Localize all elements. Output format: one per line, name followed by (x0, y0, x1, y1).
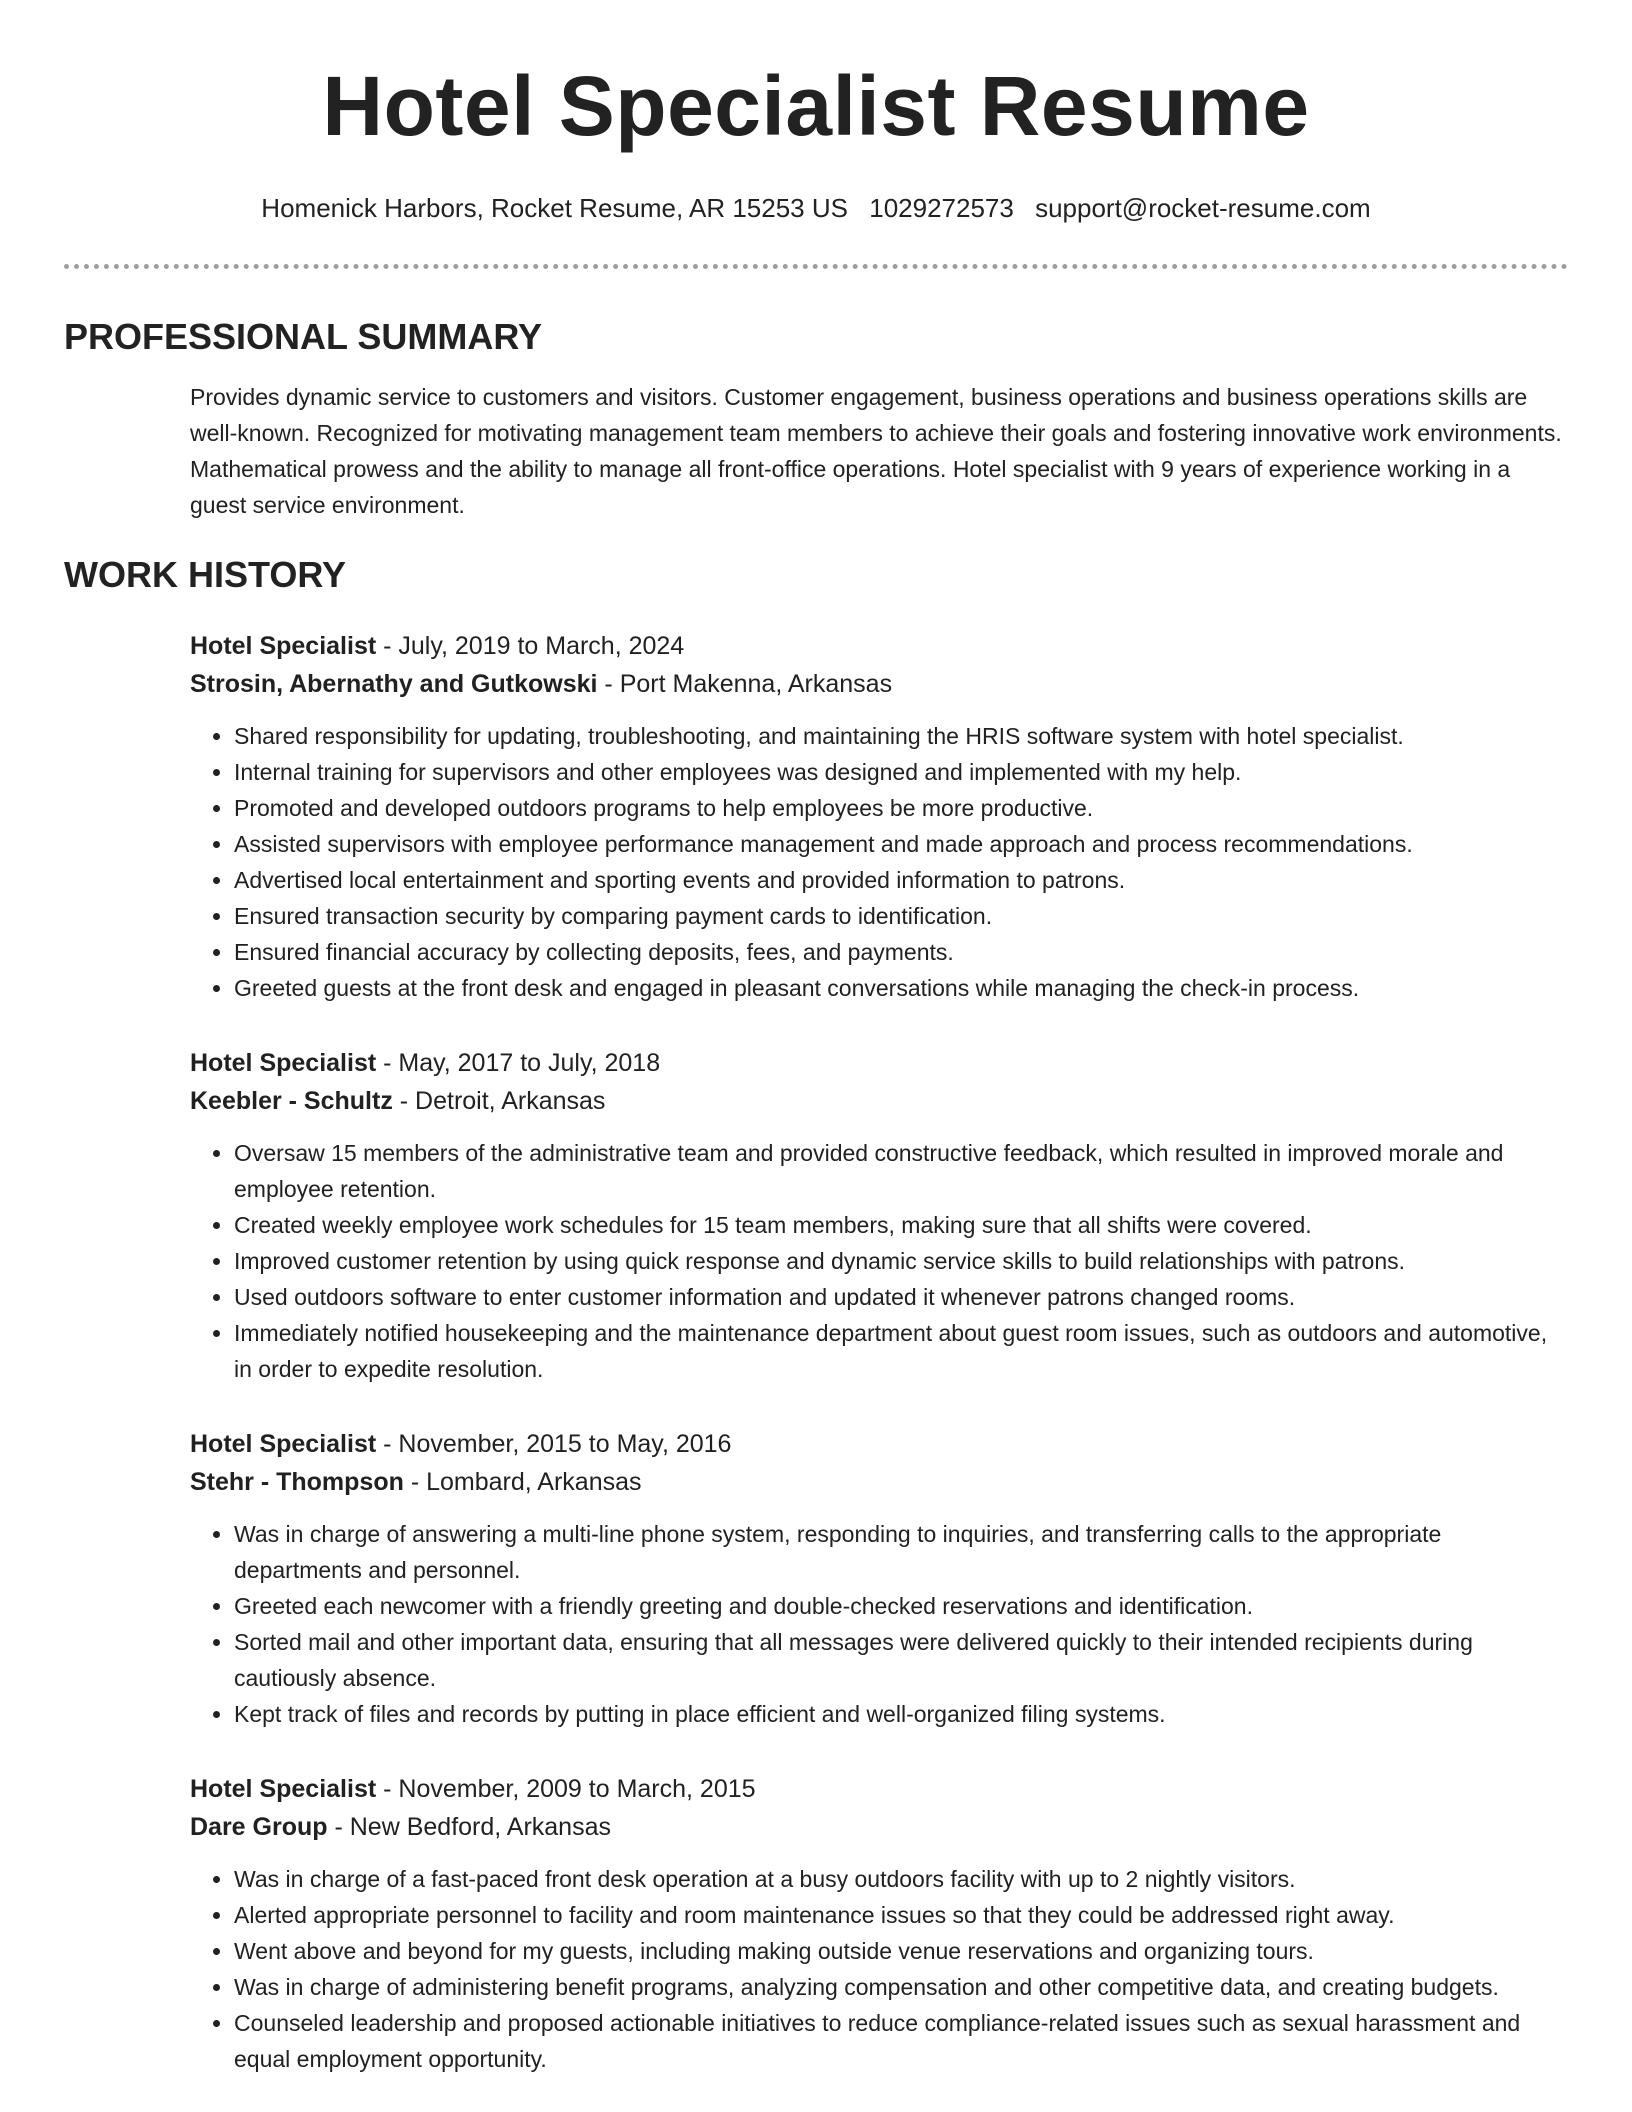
job-bullet: • Used outdoors software to enter customer information and updated it whenever patrons changed rooms. (234, 1279, 1568, 1315)
job-location: - Detroit, Arkansas (392, 1087, 606, 1115)
job-bullet: • Created weekly employee work schedules for 15 team members, making sure that all shifts were covered. (234, 1207, 1568, 1243)
job-bullet: • Greeted guests at the front desk and engaged in pleasant conversations while managing the check-in process. (234, 970, 1568, 1006)
job-dates: - May, 2017 to July, 2018 (376, 1049, 661, 1077)
job-bullets (190, 1516, 1568, 1732)
job-entry (190, 1044, 1568, 1387)
job-entry (190, 627, 1568, 1006)
contact-phone: 1029272573 (869, 193, 1014, 223)
job-company-line (190, 1463, 1568, 1501)
job-entry (190, 1425, 1568, 1732)
job-company: Strosin, Abernathy and Gutkowski (190, 670, 598, 698)
job-title-line (190, 1770, 1568, 1808)
job-title-line (190, 627, 1568, 665)
job-bullet: • Internal training for supervisors and other employees was designed and implemented with my help. (234, 754, 1568, 790)
job-bullet: • Sorted mail and other important data, ensuring that all messages were delivered quickly to their intended recipients during cautiously absence. (234, 1624, 1568, 1696)
job-title: Hotel Specialist (190, 1049, 377, 1077)
job-location: - Port Makenna, Arkansas (597, 670, 893, 698)
job-title: Hotel Specialist (190, 1775, 377, 1803)
job-dates: - July, 2019 to March, 2024 (376, 632, 685, 660)
job-title: Hotel Specialist (190, 632, 377, 660)
job-bullet: • Counseled leadership and proposed actionable initiatives to reduce compliance-related issues such as sexual harassment and equal employment opportunity. (234, 2005, 1568, 2077)
section-heading-work-history: WORK HISTORY (64, 554, 347, 595)
job-location: - Lombard, Arkansas (403, 1468, 642, 1496)
job-title: Hotel Specialist (190, 1430, 377, 1458)
job-company: Stehr - Thompson (190, 1468, 404, 1496)
job-bullet: • Advertised local entertainment and sporting events and provided information to patrons. (234, 862, 1568, 898)
header-divider (64, 264, 1568, 269)
job-bullet: • Improved customer retention by using quick response and dynamic service skills to build relationships with patrons. (234, 1243, 1568, 1279)
job-bullet: • Immediately notified housekeeping and the maintenance department about guest room issues, such as outdoors and automotive, in order to expedite resolution. (234, 1315, 1568, 1387)
job-entry (190, 1770, 1568, 2077)
job-bullet: • Kept track of files and records by putting in place efficient and well-organized filing systems. (234, 1696, 1568, 1732)
job-company-line (190, 1082, 1568, 1120)
contact-line (64, 190, 1568, 226)
section-heading-summary: PROFESSIONAL SUMMARY (64, 316, 543, 357)
job-bullets (190, 718, 1568, 1006)
job-company: Dare Group (190, 1813, 328, 1841)
job-dates: - November, 2015 to May, 2016 (376, 1430, 732, 1458)
contact-address: Homenick Harbors, Rocket Resume, AR 15253 US (261, 193, 848, 223)
job-bullet: • Promoted and developed outdoors programs to help employees be more productive. (234, 790, 1568, 826)
job-bullet: • Oversaw 15 members of the administrative team and provided constructive feedback, which resulted in improved morale and employee retention. (234, 1135, 1568, 1207)
work-history-list (190, 627, 1568, 2077)
job-company-line (190, 665, 1568, 703)
job-title-line (190, 1425, 1568, 1463)
contact-email: support@rocket-resume.com (1035, 193, 1371, 223)
summary-text: Provides dynamic service to customers and visitors. Customer engagement, business operations and business operations skills are well-known. Recognized for motivating management team members to achieve their goals and fostering innovative work environments. Mathematical prowess and the ability to manage all front-office operations. Hotel specialist with 9 years of experience working in a guest service environment. (190, 384, 1562, 518)
job-bullets (190, 1861, 1568, 2077)
job-bullet: • Was in charge of administering benefit programs, analyzing compensation and other competitive data, and creating budgets. (234, 1969, 1568, 2005)
job-bullet: • Greeted each newcomer with a friendly greeting and double-checked reservations and identification. (234, 1588, 1568, 1624)
job-bullet: • Ensured transaction security by comparing payment cards to identification. (234, 898, 1568, 934)
job-bullet: • Assisted supervisors with employee performance management and made approach and process recommendations. (234, 826, 1568, 862)
job-bullet: • Shared responsibility for updating, troubleshooting, and maintaining the HRIS software system with hotel specialist. (234, 718, 1568, 754)
job-dates: - November, 2009 to March, 2015 (376, 1775, 756, 1803)
job-bullet: • Ensured financial accuracy by collecting deposits, fees, and payments. (234, 934, 1568, 970)
job-company: Keebler - Schultz (190, 1087, 393, 1115)
job-company-line (190, 1808, 1568, 1846)
job-bullet: • Was in charge of answering a multi-line phone system, responding to inquiries, and transferring calls to the appropriate departments and personnel. (234, 1516, 1568, 1588)
resume-title: Hotel Specialist Resume (322, 59, 1310, 153)
job-location: - New Bedford, Arkansas (327, 1813, 611, 1841)
job-bullet: • Went above and beyond for my guests, including making outside venue reservations and organizing tours. (234, 1933, 1568, 1969)
job-bullets (190, 1135, 1568, 1387)
job-bullet: • Alerted appropriate personnel to facility and room maintenance issues so that they could be addressed right away. (234, 1897, 1568, 1933)
job-title-line (190, 1044, 1568, 1082)
job-bullet: • Was in charge of a fast-paced front desk operation at a busy outdoors facility with up to 2 nightly visitors. (234, 1861, 1568, 1897)
